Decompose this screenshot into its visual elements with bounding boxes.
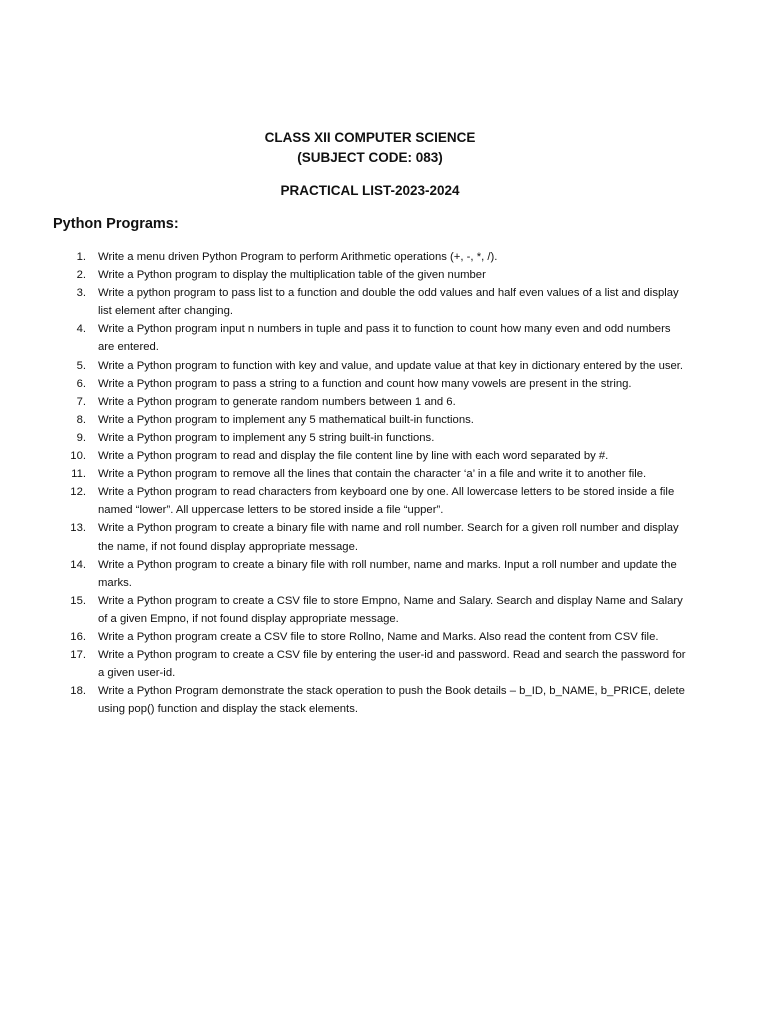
- program-number: 10.: [70, 450, 86, 463]
- program-number: 5.: [76, 359, 86, 372]
- program-item: [0, 465, 768, 483]
- practical-list-heading: PRACTICAL LIST-2023-2024: [280, 183, 460, 198]
- program-number: 8.: [76, 413, 86, 426]
- program-number: 14.: [70, 558, 86, 571]
- program-item: [0, 592, 768, 628]
- program-text: Write a Python program input n numbers in tuple and pass it to function to count how many even and odd numbers are entered.: [98, 323, 671, 354]
- program-item: [0, 628, 768, 646]
- program-number: 13.: [70, 522, 86, 535]
- program-item: [0, 393, 768, 411]
- program-item: [0, 682, 768, 718]
- program-number: 18.: [70, 685, 86, 698]
- program-text: Write a Python program to create a CSV file to store Empno, Name and Salary. Search and display Name and Salary of a given Empno, if not found display appropriate message.: [98, 594, 683, 625]
- program-number: 11.: [71, 468, 86, 481]
- program-number: 12.: [70, 486, 86, 499]
- program-text: Write a Python program to generate random numbers between 1 and 6.: [98, 395, 456, 408]
- document-title: [0, 128, 740, 168]
- program-text: Write a Python program create a CSV file to store Rollno, Name and Marks. Also read the content from CSV file.: [98, 630, 659, 643]
- program-text: Write a python program to pass list to a function and double the odd values and half even values of a list and display list element after changing.: [98, 287, 679, 318]
- program-text: Write a Python program to display the multiplication table of the given number: [98, 269, 486, 282]
- program-item: [0, 556, 768, 592]
- program-text: Write a Python program to pass a string to a function and count how many vowels are present in the string.: [98, 377, 632, 390]
- program-number: 2.: [76, 269, 86, 282]
- program-list: [0, 248, 768, 718]
- program-number: 3.: [76, 287, 86, 300]
- program-text: Write a Python program to create a binary file with name and roll number. Search for a given roll number and display the name, if not found display appropriate message.: [98, 522, 679, 553]
- program-number: 17.: [70, 649, 86, 662]
- program-item: [0, 411, 768, 429]
- program-text: Write a Python program to create a CSV file by entering the user-id and password. Read and search the password for a given user-id.: [98, 649, 686, 680]
- program-number: 1.: [76, 251, 86, 263]
- program-item: [0, 357, 768, 375]
- program-item: [0, 284, 768, 320]
- program-item: [0, 375, 768, 393]
- program-text: Write a Python program to implement any 5 string built-in functions.: [98, 431, 435, 444]
- program-text: Write a Python program to implement any 5 mathematical built-in functions.: [98, 413, 474, 426]
- program-text: Write a menu driven Python Program to perform Arithmetic operations (+, -, *, /).: [98, 251, 498, 263]
- program-text: Write a Python Program demonstrate the stack operation to push the Book details – b_ID, b_NAME, b_PRICE, delete using pop() function and display the stack elements.: [98, 685, 685, 716]
- section-heading: Python Programs:: [53, 216, 179, 232]
- program-text: Write a Python program to read characters from keyboard one by one. All lowercase letters to be stored inside a file named “lower”. All uppercase letters to be stored inside a file “upper”.: [98, 486, 675, 517]
- program-text: Write a Python program to create a binary file with roll number, name and marks. Input a roll number and update the marks.: [98, 558, 677, 589]
- title-subject-code: (SUBJECT CODE: 083): [297, 150, 443, 165]
- program-item: [0, 248, 768, 266]
- program-number: 9.: [76, 431, 86, 444]
- program-number: 4.: [76, 323, 86, 336]
- program-number: 16.: [70, 630, 86, 643]
- program-number: 7.: [76, 395, 86, 408]
- program-item: [0, 429, 768, 447]
- program-text: Write a Python program to read and display the file content line by line with each word separated by #.: [98, 450, 609, 463]
- program-item: [0, 266, 768, 284]
- program-text: Write a Python program to function with key and value, and update value at that key in dictionary entered by the user.: [98, 359, 684, 372]
- program-number: 15.: [70, 594, 86, 607]
- program-text: Write a Python program to remove all the lines that contain the character ‘a’ in a file and write it to another file.: [98, 468, 647, 481]
- program-item: [0, 320, 768, 356]
- program-number: 6.: [76, 377, 86, 390]
- program-item: [0, 646, 768, 682]
- title-class: CLASS XII COMPUTER SCIENCE: [264, 130, 476, 145]
- program-item: [0, 519, 768, 555]
- program-item: [0, 483, 768, 519]
- program-item: [0, 447, 768, 465]
